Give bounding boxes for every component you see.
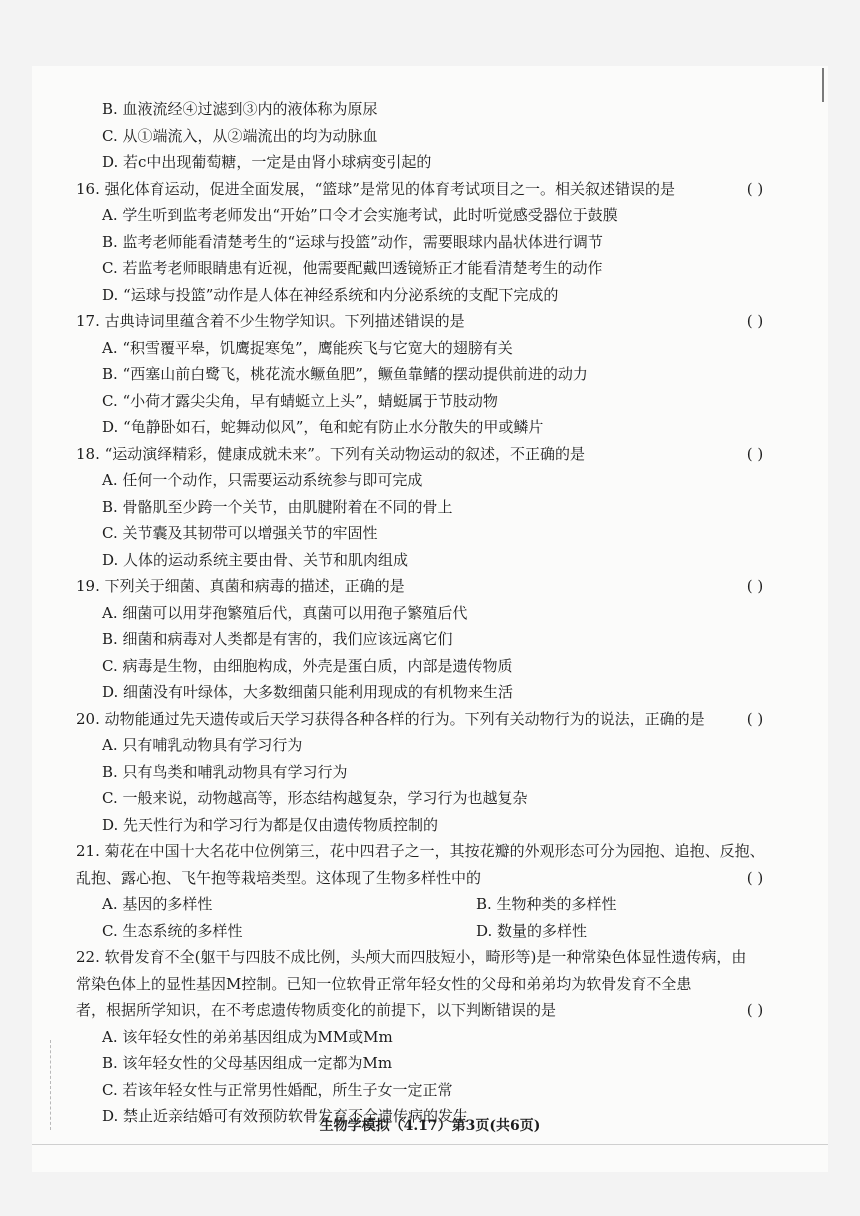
option-line	[76, 467, 786, 494]
option-text: C. 一般来说，动物越高等，形态结构越复杂，学习行为也越复杂	[102, 789, 528, 807]
option-text: A. 该年轻女性的弟弟基因组成为MM或Mm	[102, 1027, 393, 1046]
option-text: D. 若c中出现葡萄糖，一定是由肾小球病变引起的	[102, 153, 432, 171]
option-text: D. 人体的运动系统主要由骨、关节和肌肉组成	[102, 550, 409, 569]
option-text: A. 任何一个动作，只需要运动系统参与即可完成	[102, 471, 423, 489]
option-line	[76, 679, 786, 706]
page-footer: 生物学模拟（4.17）第3页(共6页)	[319, 1118, 541, 1134]
option-line	[76, 361, 786, 388]
question-stem-continued	[76, 865, 786, 892]
option-line	[76, 255, 786, 282]
question-stem-continued	[76, 997, 786, 1024]
option-line	[76, 1077, 786, 1104]
option-text: C. 从①端流入，从②端流出的均为动脉血	[102, 126, 378, 145]
option-line	[76, 494, 786, 521]
option-line	[76, 149, 786, 176]
option-text: C. “小荷才露尖尖角，早有蜻蜓立上头”，蜻蜓属于节肢动物	[102, 391, 498, 410]
option-line	[76, 1050, 786, 1077]
option-text: D. “运球与投篮”动作是人体在神经系统和内分泌系统的支配下完成的	[102, 285, 559, 304]
question-text: 17. 古典诗词里蕴含着不少生物学知识。下列描述错误的是	[76, 312, 465, 330]
option-text: B. 监考老师能看清楚考生的“运球与投篮”动作，需要眼球内晶状体进行调节	[102, 232, 603, 251]
option-text: B. 血液流经④过滤到③内的液体称为原尿	[102, 100, 378, 118]
option-text: A. 只有哺乳动物具有学习行为	[102, 736, 303, 754]
option-text: D. 数量的多样性	[476, 921, 588, 940]
option-line	[76, 759, 786, 786]
question-stem	[76, 944, 786, 971]
answer-bracket: ( )	[746, 709, 764, 728]
option-line	[76, 388, 786, 415]
question-text: 22. 软骨发育不全(躯干与四肢不成比例，头颅大而四肢短小，畸形等)是一种常染色体显性遗传病，由	[76, 948, 747, 966]
option-text: B. 细菌和病毒对人类都是有害的，我们应该远离它们	[102, 630, 453, 648]
question-stem	[76, 176, 786, 203]
option-line	[76, 1024, 786, 1051]
question-stem	[76, 308, 786, 335]
option-line	[76, 96, 786, 123]
option-text: C. 若该年轻女性与正常男性婚配，所生子女一定正常	[102, 1080, 453, 1099]
question-text: 常染色体上的显性基因M控制。已知一位软骨正常年轻女性的父母和弟弟均为软骨发育不全患	[76, 974, 692, 993]
scan-edge-mark	[822, 68, 824, 102]
question-list	[76, 96, 786, 1130]
option-text: C. 若监考老师眼睛患有近视，他需要配戴凹透镜矫正才能看清楚考生的动作	[102, 259, 603, 277]
option-line	[76, 123, 786, 150]
question-stem	[76, 573, 786, 600]
option-line	[76, 282, 786, 309]
option-text: A. 基因的多样性	[102, 895, 213, 913]
answer-bracket: ( )	[746, 444, 764, 463]
option-line	[76, 653, 786, 680]
question-stem	[76, 838, 786, 865]
option-text: D. 细菌没有叶绿体，大多数细菌只能利用现成的有机物来生活	[102, 683, 514, 701]
option-text: A. “积雪覆平皋，饥鹰捉寒兔”，鹰能疾飞与它宽大的翅膀有关	[102, 338, 513, 357]
option-line	[76, 812, 786, 839]
option-line	[76, 732, 786, 759]
option-text: B. 只有鸟类和哺乳动物具有学习行为	[102, 762, 348, 781]
answer-bracket: ( )	[746, 179, 764, 198]
option-text: B. 该年轻女性的父母基因组成一定都为Mm	[102, 1054, 393, 1072]
question-text: 21. 菊花在中国十大名花中位例第三，花中四君子之一，其按花瓣的外观形态可分为园抱、追抱、反抱、	[76, 842, 765, 860]
option-row	[76, 891, 786, 918]
question-text: 者，根据所学知识，在不考虑遗传物质变化的前提下，以下判断错误的是	[76, 1001, 557, 1019]
option-text: C. 生态系统的多样性	[102, 921, 243, 940]
option-line	[76, 414, 786, 441]
option-line	[76, 229, 786, 256]
question-stem	[76, 706, 786, 733]
option-text: A. 细菌可以用芽孢繁殖后代，真菌可以用孢子繁殖后代	[102, 603, 468, 622]
option-text: B. 骨骼肌至少跨一个关节，由肌腱附着在不同的骨上	[102, 497, 453, 516]
option-text: A. 学生听到监考老师发出“开始”口令才会实施考试，此时听觉感受器位于鼓膜	[102, 206, 618, 224]
option-text: B. 生物种类的多样性	[476, 895, 617, 913]
question-text: 20. 动物能通过先天遗传或后天学习获得各种各样的行为。下列有关动物行为的说法，正确的是	[76, 709, 705, 728]
option-line	[76, 600, 786, 627]
option-text: C. 病毒是生物，由细胞构成，外壳是蛋白质，内部是遗传物质	[102, 656, 513, 675]
answer-bracket: ( )	[746, 577, 764, 595]
option-text: D. “龟静卧如石，蛇舞动似风”，龟和蛇有防止水分散失的甲或鳞片	[102, 418, 544, 436]
option-line	[76, 547, 786, 574]
question-stem	[76, 441, 786, 468]
footer-divider	[32, 1144, 828, 1145]
option-row	[76, 918, 786, 945]
option-text: B. “西塞山前白鹭飞，桃花流水鳜鱼肥”，鳜鱼靠鳍的摆动提供前进的动力	[102, 365, 588, 383]
question-text: 乱抱、露心抱、飞午抱等栽培类型。这体现了生物多样性中的	[76, 868, 482, 887]
option-line	[76, 626, 786, 653]
question-stem-continued	[76, 971, 786, 998]
question-text: 19. 下列关于细菌、真菌和病毒的描述，正确的是	[76, 577, 405, 595]
question-text: 16. 强化体育运动，促进全面发展，“篮球”是常见的体育考试项目之一。相关叙述错误的是	[76, 179, 675, 198]
answer-bracket: ( )	[746, 1001, 764, 1019]
option-line	[76, 335, 786, 362]
option-line	[76, 785, 786, 812]
option-line	[76, 520, 786, 547]
answer-bracket: ( )	[746, 312, 764, 330]
question-text: 18. “运动演绎精彩，健康成就未来”。下列有关动物运动的叙述，不正确的是	[76, 444, 585, 463]
answer-bracket: ( )	[746, 868, 764, 887]
option-text: D. 先天性行为和学习行为都是仅由遗传物质控制的	[102, 815, 439, 834]
option-text: C. 关节囊及其韧带可以增强关节的牢固性	[102, 524, 378, 542]
option-text: D. 禁止近亲结婚可有效预防软骨发育不全遗传病的发生	[102, 1107, 469, 1125]
option-line	[76, 202, 786, 229]
